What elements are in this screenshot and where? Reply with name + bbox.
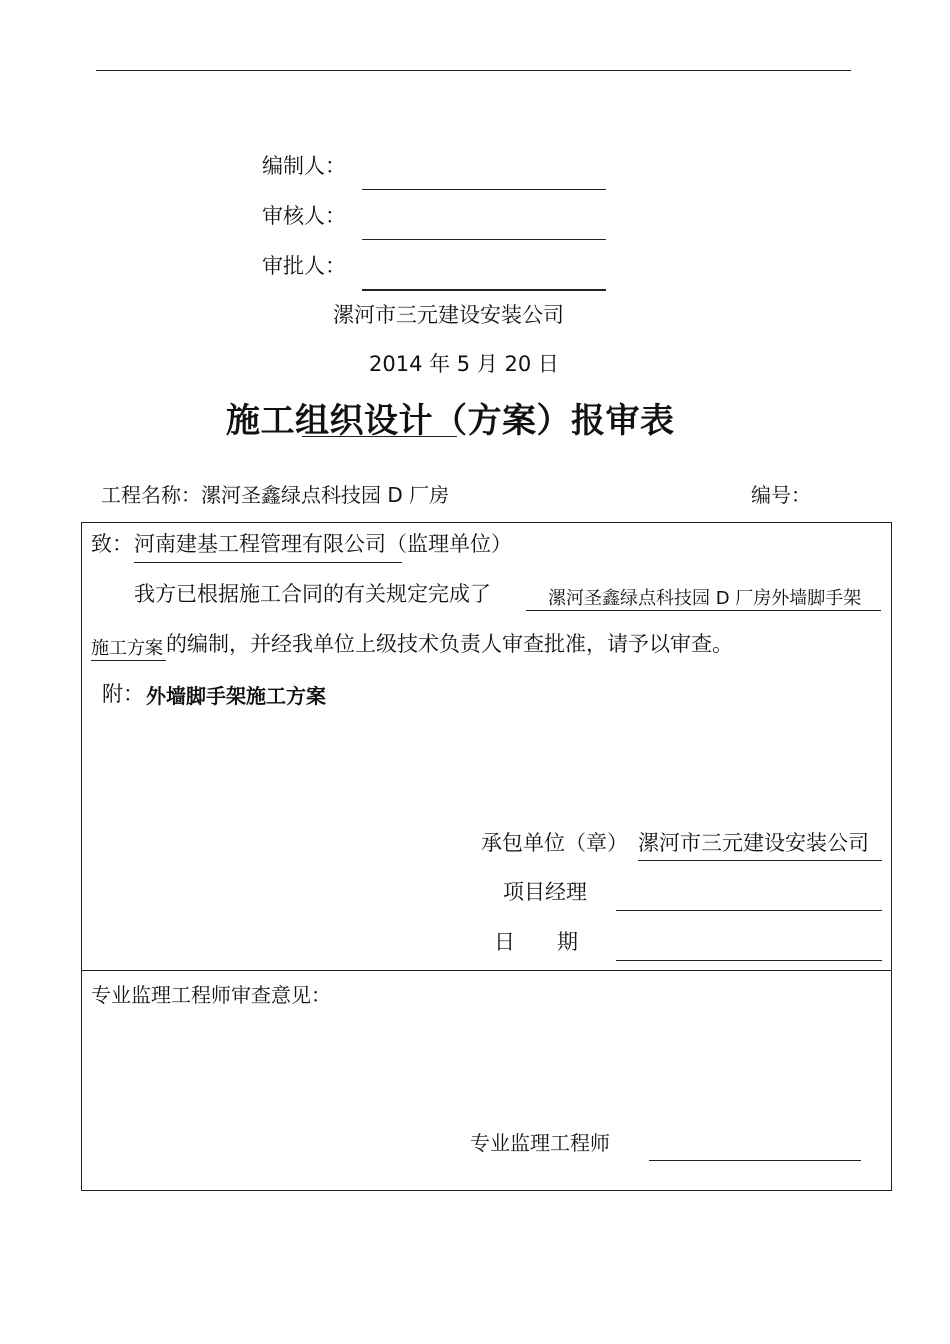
document-date: 2014 年 5 月 20 日 (369, 352, 559, 376)
scheme-name-part1: 漯河圣鑫绿点科技园 D 厂房外墙脚手架 (548, 588, 862, 609)
title-underline (302, 436, 457, 437)
contractor-value: 漯河市三元建设安装公司 (638, 831, 869, 855)
body-rest: 的编制，并经我单位上级技术负责人审查批准，请予以审查。 (166, 632, 733, 656)
scheme-underline-1 (526, 610, 881, 611)
approver-signature-line[interactable] (362, 289, 606, 291)
attachment-label: 附： (102, 682, 144, 706)
attachment-value: 外墙脚手架施工方案 (146, 684, 326, 708)
date-label: 日 期 (494, 930, 578, 954)
form-title: 施工组织设计（方案）报审表 (226, 401, 675, 441)
scheme-name-part2: 施工方案 (91, 638, 163, 659)
contractor-underline (638, 860, 882, 861)
header-rule (96, 70, 851, 71)
company-name: 漯河市三元建设安装公司 (333, 303, 564, 327)
body-intro: 我方已根据施工合同的有关规定完成了 (134, 582, 491, 606)
compiler-signature-line[interactable] (362, 189, 606, 190)
project-name: 工程名称：漯河圣鑫绿点科技园 D 厂房 (101, 483, 450, 507)
to-prefix: 致： (91, 532, 133, 556)
engineer-signature-line[interactable] (649, 1160, 861, 1161)
opinion-label: 专业监理工程师审查意见： (91, 983, 331, 1007)
engineer-label: 专业监理工程师 (470, 1131, 610, 1155)
compiler-label: 编制人： (262, 154, 346, 178)
date-line[interactable] (616, 960, 882, 961)
reviewer-signature-line[interactable] (362, 239, 606, 240)
reviewer-label: 审核人： (262, 204, 346, 228)
form-divider (82, 970, 891, 971)
project-number-label: 编号： (751, 483, 811, 507)
approver-label: 审批人： (262, 254, 346, 278)
manager-label: 项目经理 (503, 880, 587, 904)
recipient-name: 河南建基工程管理有限公司（监理单位） (134, 532, 512, 556)
manager-signature-line[interactable] (616, 910, 882, 911)
scheme-underline-2 (91, 660, 166, 661)
contractor-label: 承包单位（章） (481, 831, 628, 855)
recipient-underline (134, 562, 402, 563)
